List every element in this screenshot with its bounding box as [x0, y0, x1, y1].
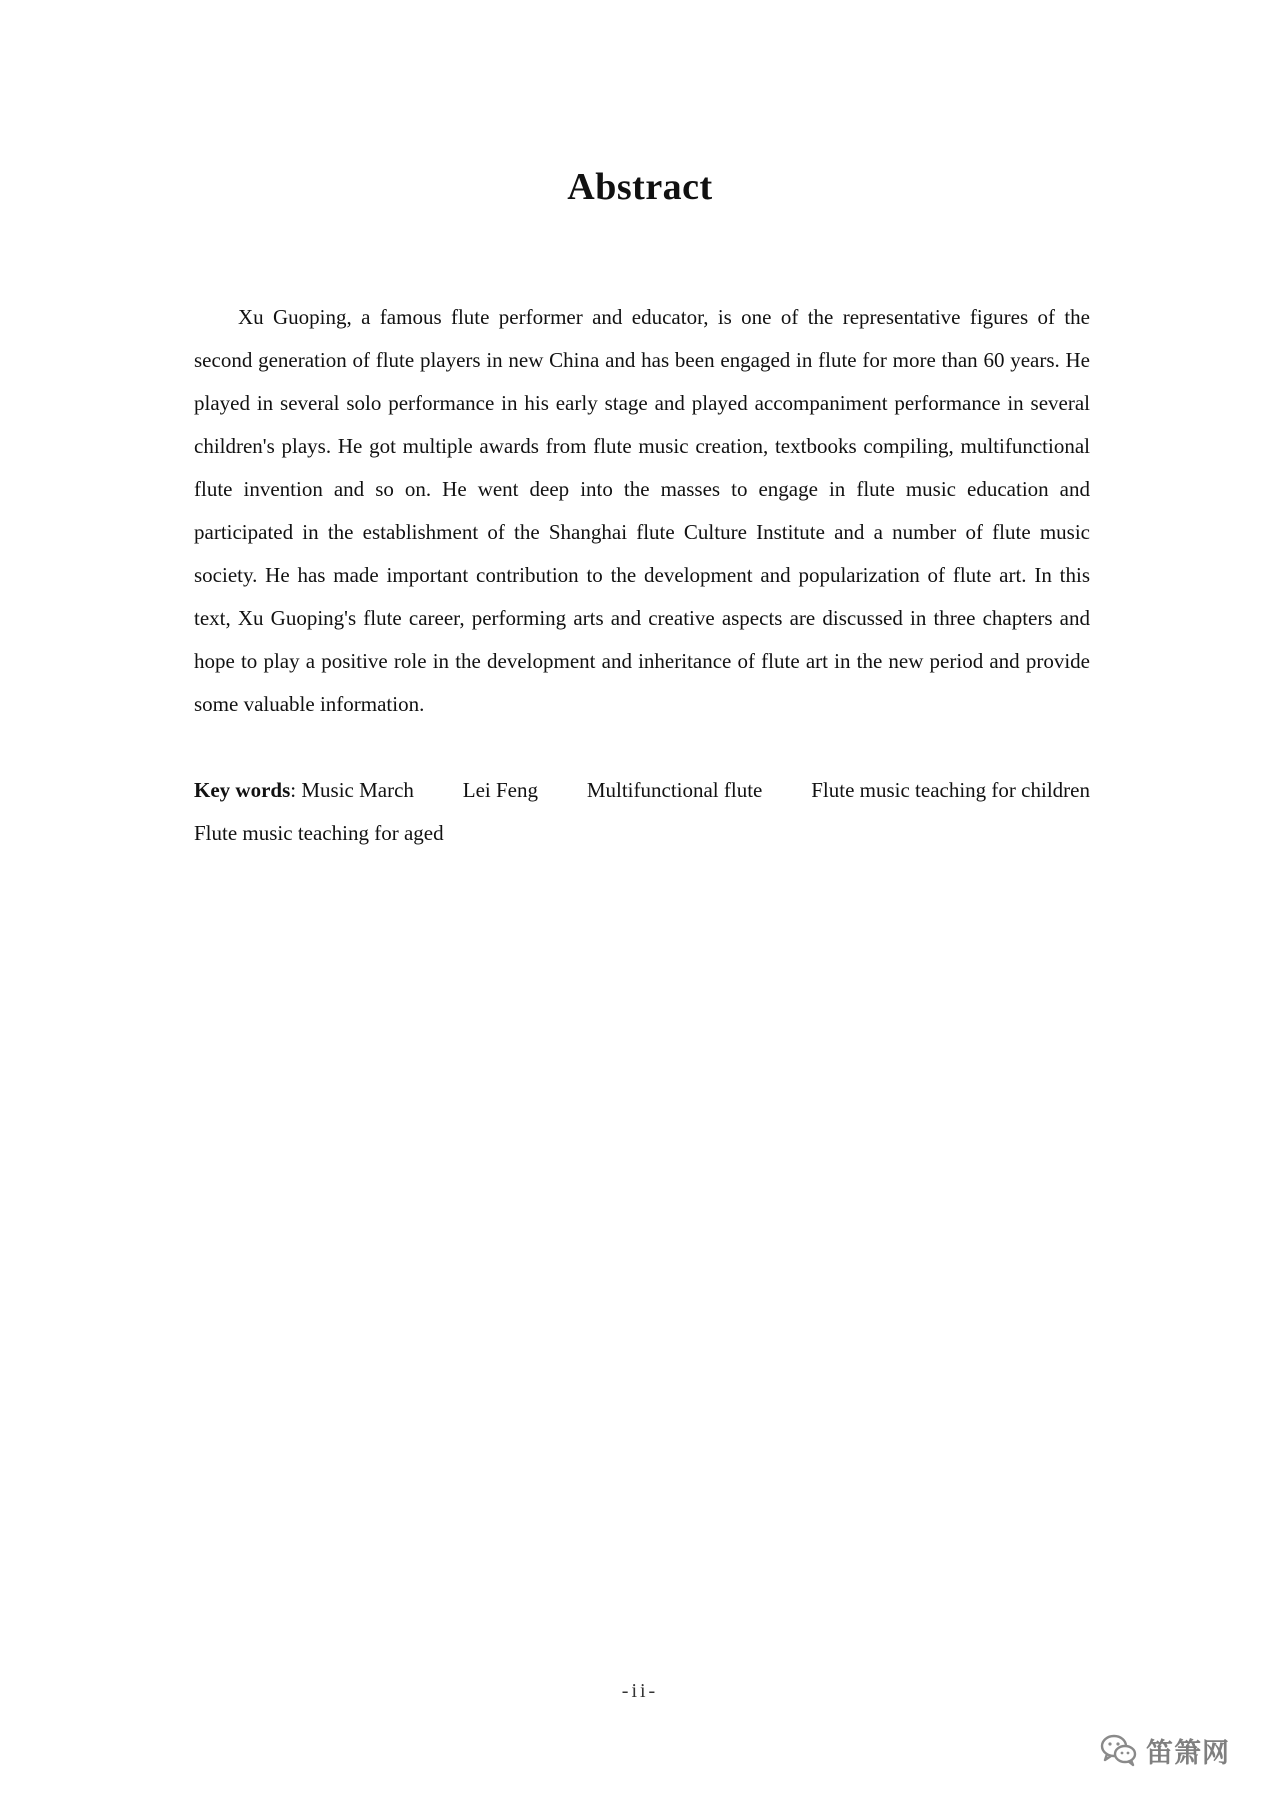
keyword-item: Lei Feng [462, 778, 538, 802]
wechat-icon [1100, 1733, 1138, 1767]
abstract-paragraph: Xu Guoping, a famous flute performer and educator, is one of the representative figures of the second generation of flute players in new China and has been engaged in flute for more than 60 years. He played in several solo performance in his early stage and played accompaniment performance in several children's plays. He got multiple awards from flute music creation, textbooks compiling, multifunctional flute invention and so on. He went deep into the masses to engage in flute music education and participated in the establishment of the Shanghai flute Culture Institute and a number of flute music society. He has made important contribution to the development and popularization of flute art. In this text, Xu Guoping's flute career, performing arts and creative aspects are discussed in three chapters and hope to play a positive role in the development and inheritance of flute art in the new period and provide some valuable information. [194, 305, 1090, 716]
keyword-item: Flute music teaching for children [811, 778, 1090, 802]
keywords-section [194, 769, 1090, 855]
keywords-separator: : [290, 778, 297, 802]
watermark [1100, 1730, 1230, 1770]
keywords-line-1 [194, 769, 1090, 812]
keywords-line-2 [194, 812, 1090, 855]
page-title: Abstract [567, 166, 713, 208]
keyword-item: Multifunctional flute [586, 778, 763, 802]
page-number: -ii- [621, 1680, 659, 1702]
watermark-text: 笛箫网 [1146, 1737, 1230, 1769]
keyword-item: Music March [301, 778, 414, 802]
keyword-item: Flute music teaching for aged [194, 821, 444, 845]
keywords-label: Key words [194, 778, 291, 802]
